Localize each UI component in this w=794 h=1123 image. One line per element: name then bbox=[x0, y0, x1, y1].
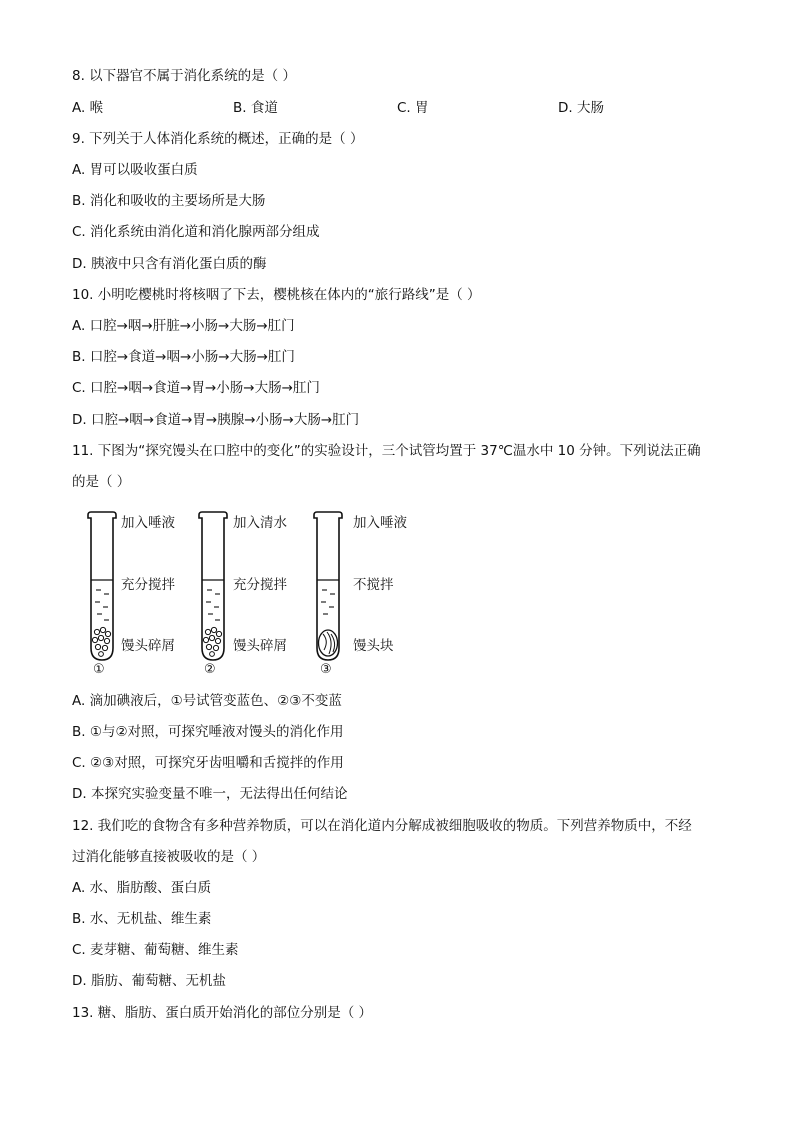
q12-option-a: A. 水、脂肪酸、蛋白质 bbox=[72, 880, 212, 896]
test-tube-1 bbox=[86, 510, 118, 662]
test-tube-3 bbox=[312, 510, 344, 662]
q11-stem-line1: 11. 下图为“探究馒头在口腔中的变化”的实验设计，三个试管均置于 37℃温水中 10 分钟。下列说法正确 bbox=[72, 443, 701, 459]
q11-option-a: A. 滴加碘液后，①号试管变蓝色、②③不变蓝 bbox=[72, 693, 342, 709]
q8-stem: 8. 以下器官不属于消化系统的是（ ） bbox=[72, 68, 296, 84]
q9-option-d: D. 胰液中只含有消化蛋白质的酶 bbox=[72, 256, 267, 272]
q10-option-d: D. 口腔→咽→食道→胃→胰腺→小肠→大肠→肛门 bbox=[72, 412, 360, 428]
tube-1-label-bottom: 馒头碎屑 bbox=[121, 638, 175, 654]
q10-option-b: B. 口腔→食道→咽→小肠→大肠→肛门 bbox=[72, 349, 295, 365]
q11-option-b: B. ①与②对照，可探究唾液对馒头的消化作用 bbox=[72, 724, 344, 740]
q12-option-d: D. 脂肪、葡萄糖、无机盐 bbox=[72, 973, 226, 989]
tube-3-label-top: 加入唾液 bbox=[353, 515, 407, 531]
q8-option-c: C. 胃 bbox=[397, 100, 429, 116]
q9-option-c: C. 消化系统由消化道和消化腺两部分组成 bbox=[72, 224, 320, 240]
tube-2-label-middle: 充分搅拌 bbox=[233, 577, 287, 593]
tube-2-number: ② bbox=[204, 662, 216, 677]
tube-3-label-bottom: 馒头块 bbox=[353, 638, 394, 654]
q8-option-b: B. 食道 bbox=[233, 100, 278, 116]
q13-stem: 13. 糖、脂肪、蛋白质开始消化的部位分别是（ ） bbox=[72, 1005, 373, 1021]
q10-option-c: C. 口腔→咽→食道→胃→小肠→大肠→肛门 bbox=[72, 380, 320, 396]
tube-1-label-middle: 充分搅拌 bbox=[121, 577, 175, 593]
q8-option-d: D. 大肠 bbox=[558, 100, 604, 116]
q10-option-a: A. 口腔→咽→肝脏→小肠→大肠→肛门 bbox=[72, 318, 295, 334]
q12-option-c: C. 麦芽糖、葡萄糖、维生素 bbox=[72, 942, 239, 958]
q9-option-b: B. 消化和吸收的主要场所是大肠 bbox=[72, 193, 266, 209]
q8-option-a: A. 喉 bbox=[72, 100, 104, 116]
q12-stem-line2: 过消化能够直接被吸收的是（ ） bbox=[72, 849, 266, 865]
q10-stem: 10. 小明吃樱桃时将核咽了下去，樱桃核在体内的“旅行路线”是（ ） bbox=[72, 287, 481, 303]
q11-option-d: D. 本探究实验变量不唯一，无法得出任何结论 bbox=[72, 786, 348, 802]
q12-option-b: B. 水、无机盐、维生素 bbox=[72, 911, 212, 927]
test-tube-2 bbox=[197, 510, 229, 662]
tube-2-label-top: 加入清水 bbox=[233, 515, 287, 531]
tube-3-label-middle: 不搅拌 bbox=[353, 577, 394, 593]
q9-option-a: A. 胃可以吸收蛋白质 bbox=[72, 162, 198, 178]
tube-2-label-bottom: 馒头碎屑 bbox=[233, 638, 287, 654]
q9-stem: 9. 下列关于人体消化系统的概述，正确的是（ ） bbox=[72, 131, 364, 147]
q11-option-c: C. ②③对照，可探究牙齿咀嚼和舌搅拌的作用 bbox=[72, 755, 344, 771]
tube-3-number: ③ bbox=[320, 662, 332, 677]
q12-stem-line1: 12. 我们吃的食物含有多种营养物质，可以在消化道内分解成被细胞吸收的物质。下列营养物质中，不经 bbox=[72, 818, 692, 834]
tube-1-label-top: 加入唾液 bbox=[121, 515, 175, 531]
tube-1-number: ① bbox=[93, 662, 105, 677]
q11-stem-line2: 的是（ ） bbox=[72, 474, 131, 490]
